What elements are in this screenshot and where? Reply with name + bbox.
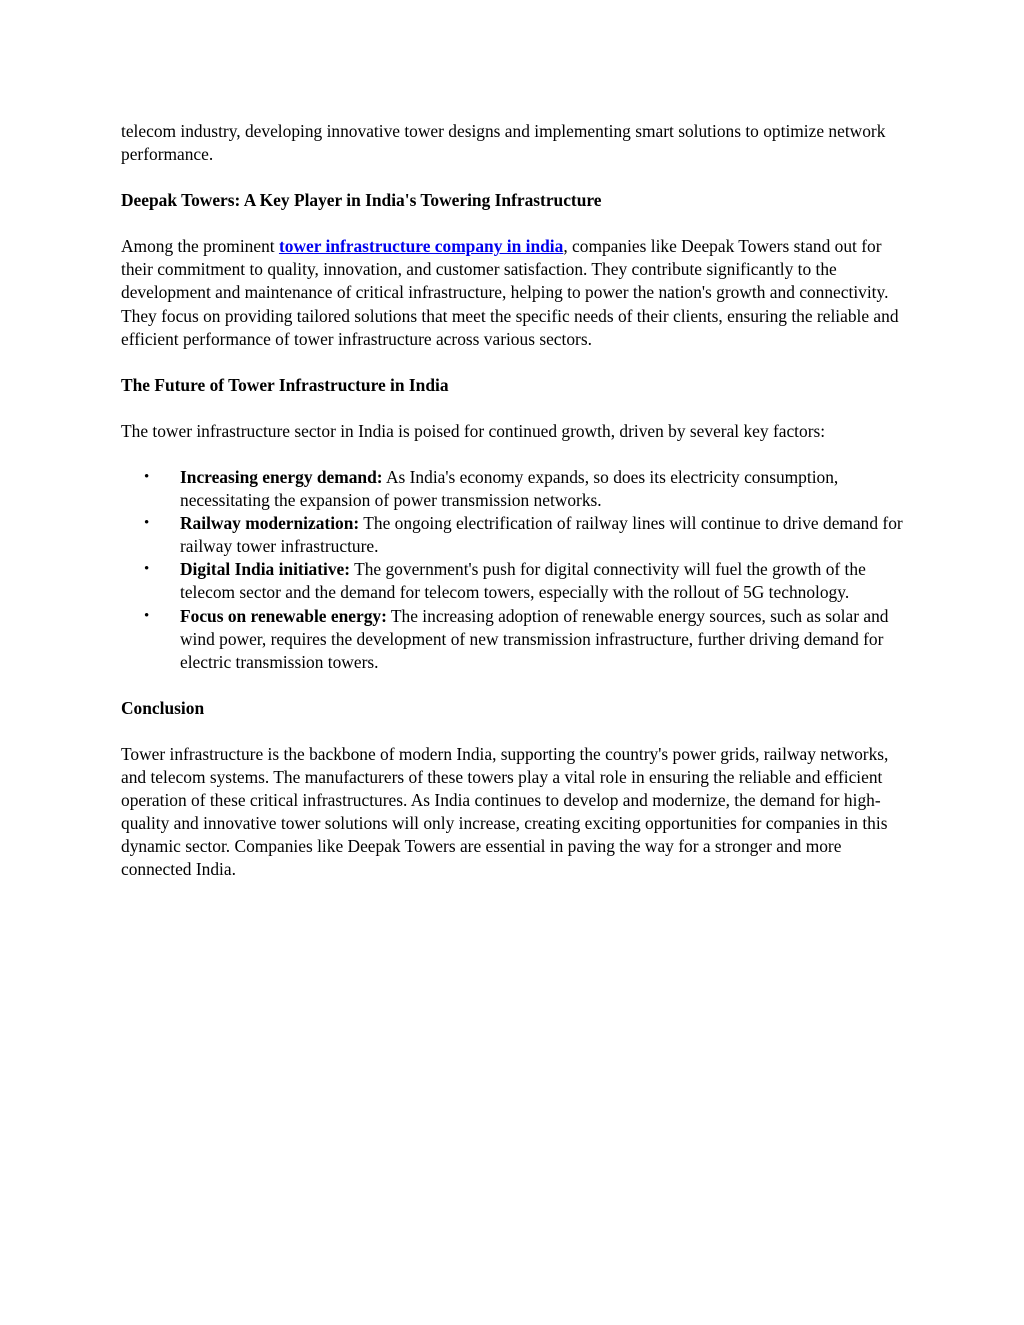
bullet-icon: • [144, 561, 150, 578]
list-item-text: The government's push for digital connectivity will fuel the growth of the telecom sector and the demand for telecom towers, especially with the rollout of 5G technology. [180, 559, 866, 603]
conclusion-paragraph: Tower infrastructure is the backbone of modern India, supporting the country's power grids, railway networks, and telecom systems. The manufacturers of these towers play a vital role in ensuring the reliable and efficient operation of these critical infrastructures. As India continues to develop and modernize, the demand for high-quality and innovative tower solutions will only increase, creating exciting opportunities for companies in this dynamic sector. Companies like Deepak Towers are essential in paving the way for a stronger and more connected India. [121, 743, 889, 880]
intro-continuation-paragraph: telecom industry, developing innovative tower designs and implementing smart solutions to optimize network performance. [121, 121, 886, 165]
tower-infrastructure-company-link[interactable]: tower infrastructure company in india [278, 236, 564, 257]
future-section-intro: The tower infrastructure sector in India is poised for continued growth, driven by several key factors: [121, 420, 826, 441]
conclusion-heading: Conclusion [121, 697, 205, 718]
list-item-term: Increasing energy demand: [180, 466, 383, 487]
list-item [121, 558, 911, 604]
list-item [121, 605, 911, 674]
deepak-section-heading: Deepak Towers: A Key Player in India's Towering Infrastructure [121, 190, 602, 211]
deepak-text-before-link: Among the prominent [121, 236, 279, 257]
deepak-section-paragraph [121, 235, 911, 350]
list-item-text: The increasing adoption of renewable energy sources, such as solar and wind power, requires the development of new transmission infrastructure, further driving demand for electric transmission towers. [180, 605, 889, 672]
list-item-term: Railway modernization: [180, 513, 360, 534]
list-item-term: Digital India initiative: [180, 559, 351, 580]
list-item-text: As India's economy expands, so does its electricity consumption, necessitating the expansion of power transmission networks. [180, 466, 839, 511]
document-page [121, 120, 911, 904]
list-item-term: Focus on renewable energy: [180, 605, 387, 626]
list-item [121, 512, 911, 558]
bullet-icon: • [144, 515, 150, 532]
future-section-heading: The Future of Tower Infrastructure in India [121, 374, 449, 395]
deepak-text-after-link: , companies like Deepak Towers stand out for their commitment to quality, innovation, and customer satisfaction. They contribute significantly to the development and maintenance of critical infrastructure, helping to power the nation's growth and connectivity. They focus on providing tailored solutions that meet the specific needs of their clients, ensuring the reliable and efficient performance of tower infrastructure across various sectors. [121, 236, 899, 349]
bullet-icon: • [144, 468, 150, 485]
bullet-icon: • [144, 607, 150, 624]
list-item-text: The ongoing electrification of railway lines will continue to drive demand for railway tower infrastructure. [180, 513, 903, 557]
list-item [121, 466, 911, 512]
growth-factors-list [121, 466, 911, 674]
